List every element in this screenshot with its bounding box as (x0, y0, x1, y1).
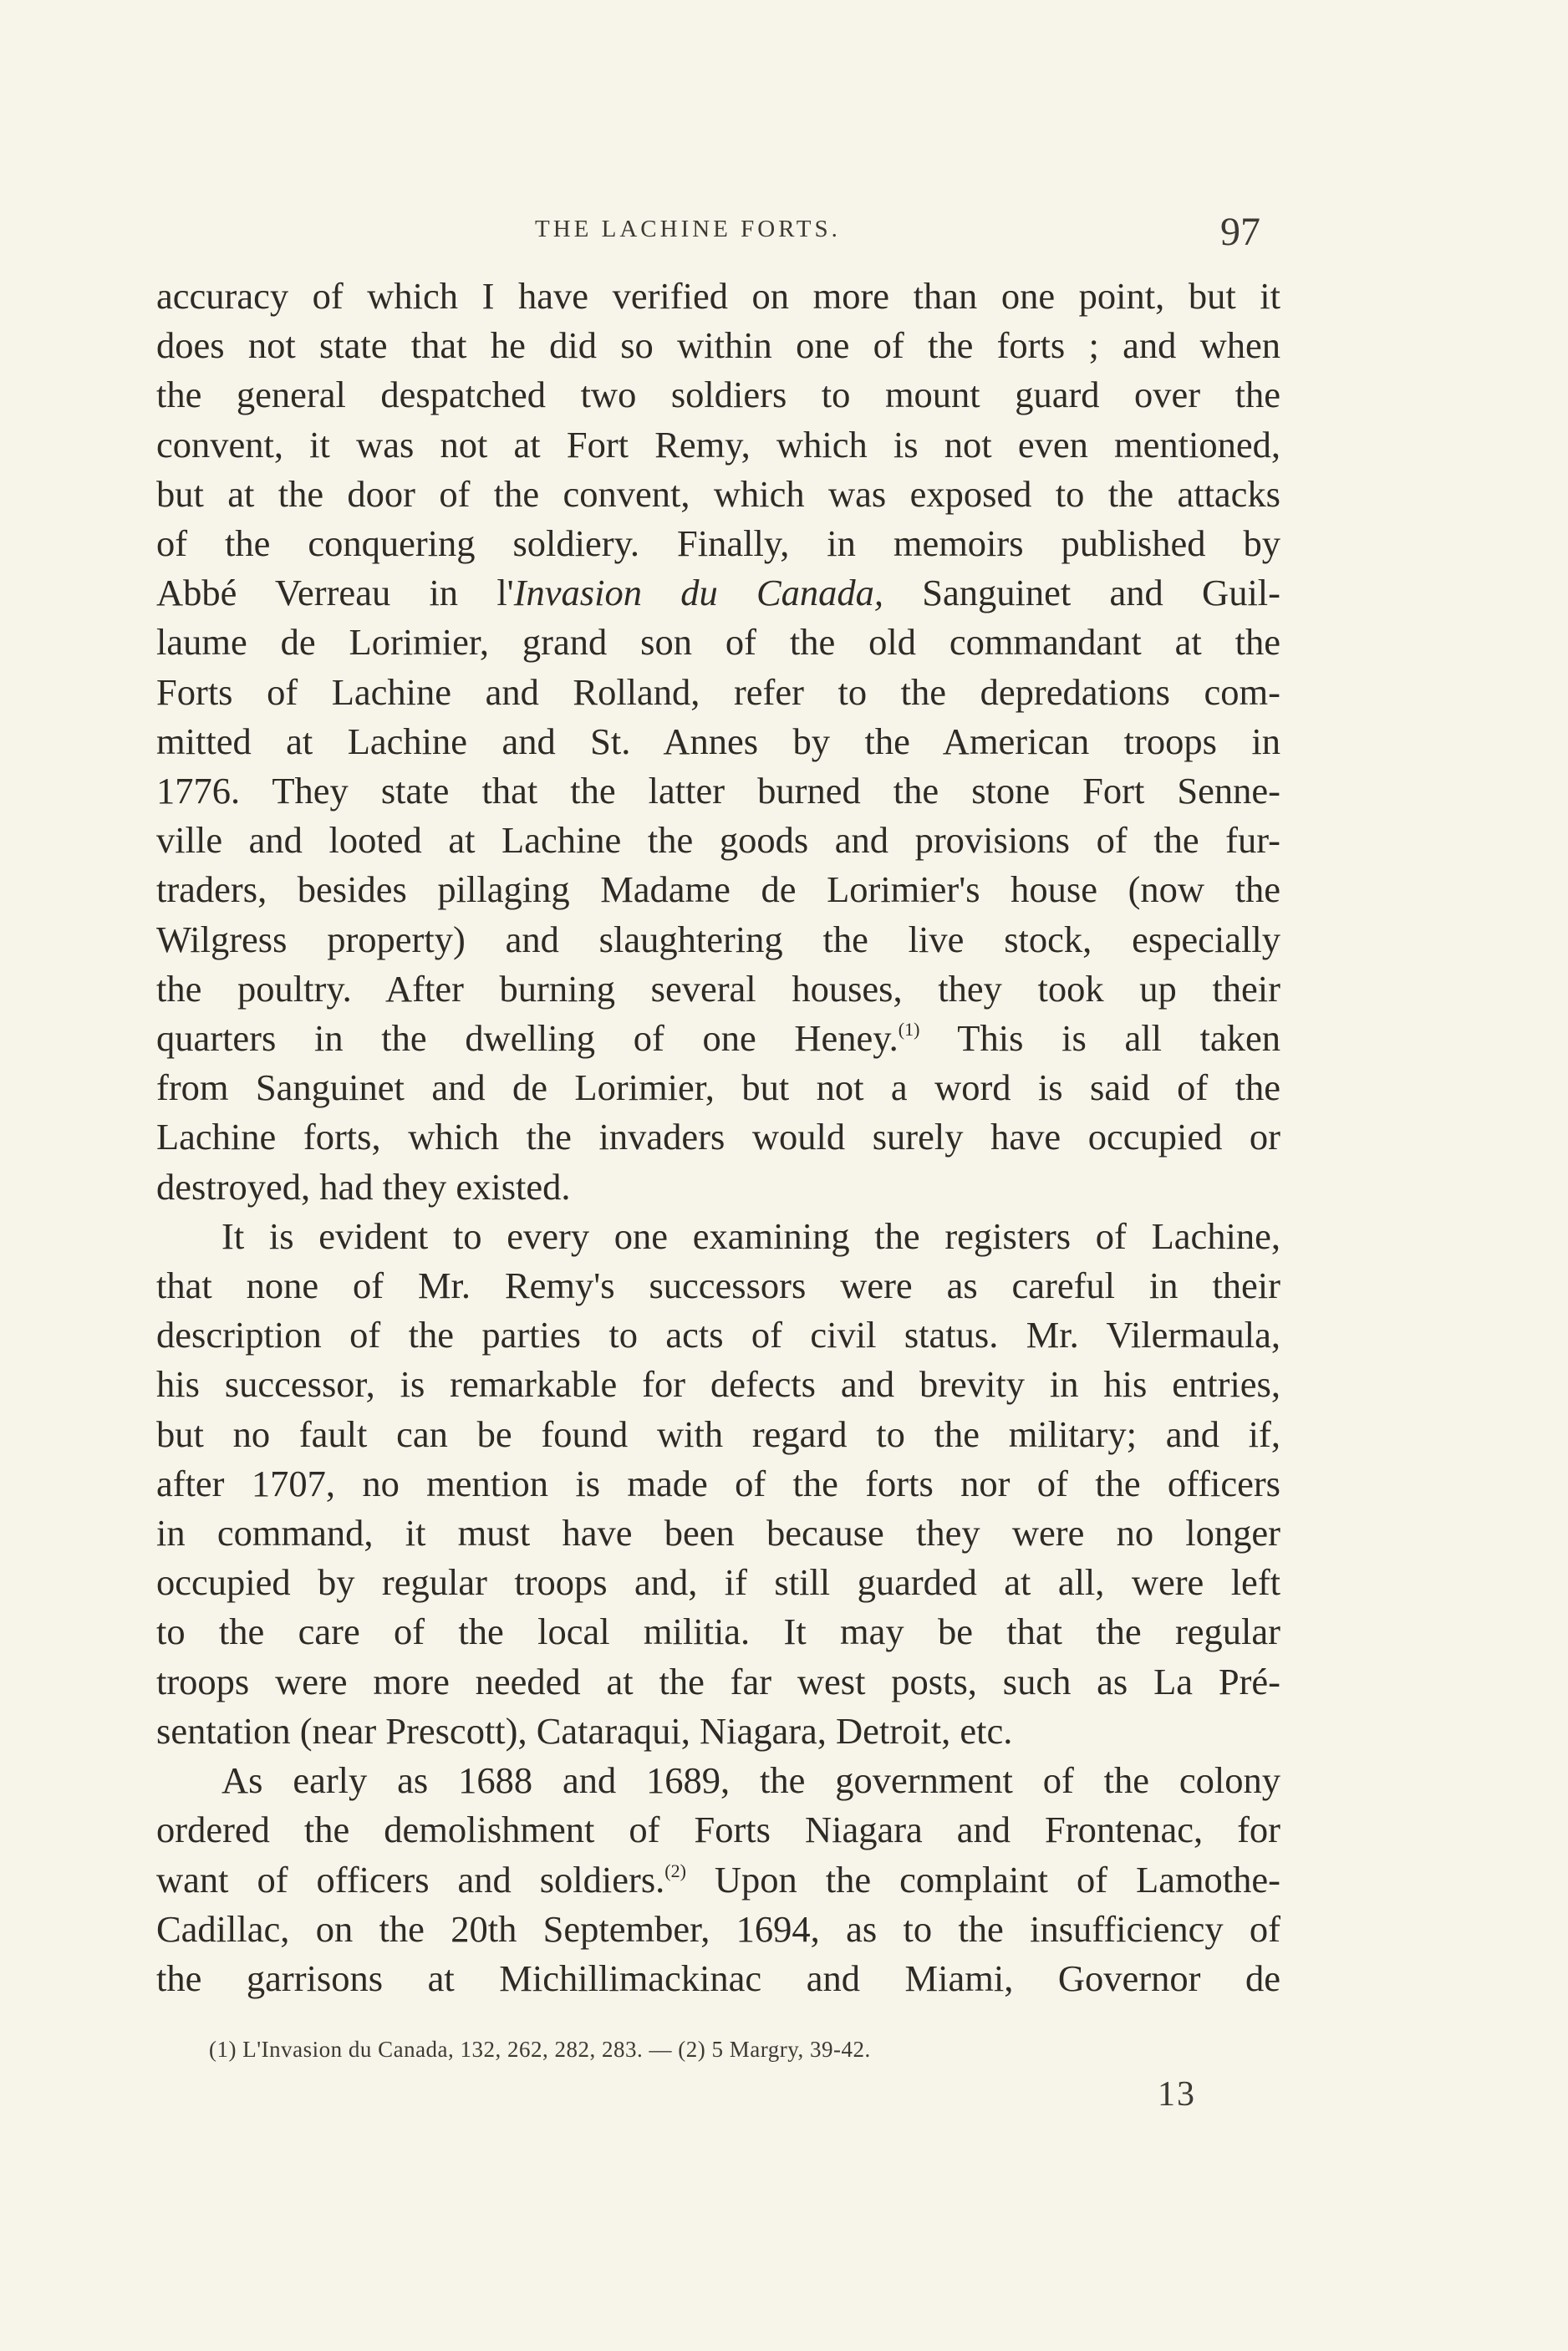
text-fragment: Upon the complaint of Lamothe- (685, 1858, 1280, 1901)
text-line: occupied by regular troops and, if still guarded at all, were left (156, 1561, 1280, 1604)
text-line: laume de Lorimier, grand son of the old commandant at the (156, 621, 1280, 664)
text-line: his successor, is remarkable for defects and brevity in his entries, (156, 1363, 1280, 1406)
text-line: that none of Mr. Remy's successors were as careful in their (156, 1265, 1280, 1307)
text-line (156, 1855, 1280, 1905)
text-fragment: Abbé Verreau in l' (156, 572, 514, 614)
text-line: convent, it was not at Fort Remy, which is not even mentioned, (156, 423, 1280, 466)
text-line: destroyed, had they existed. (156, 1165, 571, 1208)
text-line: sentation (near Prescott), Cataraqui, Niagara, Detroit, etc. (156, 1709, 1013, 1752)
text-line: in command, it must have been because they were no longer (156, 1512, 1280, 1555)
italic-title: Invasion du Canada, (513, 572, 884, 614)
body-text (156, 272, 1280, 2003)
text-line: Forts of Lachine and Rolland, refer to the depredations com- (156, 670, 1280, 713)
text-line: from Sanguinet and de Lorimier, but not a word is said of the (156, 1066, 1280, 1109)
text-fragment: quarters in the dwelling of one Heney. (156, 1017, 899, 1060)
text-line: As early as 1688 and 1689, the government of the colony (221, 1759, 1280, 1802)
text-line: to the care of the local militia. It may be that the regular (156, 1611, 1280, 1653)
text-line: the garrisons at Michillimackinac and Miami, Governor de (156, 1957, 1280, 1999)
text-line: Cadillac, on the 20th September, 1694, as to the insufficiency of (156, 1907, 1280, 1950)
footnote-ref-2: (2) (664, 1860, 686, 1881)
text-line: mitted at Lachine and St. Annes by the American troops in (156, 720, 1280, 762)
text-line: accuracy of which I have verified on more than one point, but it (156, 275, 1280, 317)
text-line (156, 568, 1280, 618)
text-line: troops were more needed at the far west posts, such as La Pré- (156, 1660, 1280, 1702)
paragraph-2 (156, 1212, 1280, 1756)
text-line: but at the door of the convent, which was exposed to the attacks (156, 472, 1280, 515)
footnotes: (1) L'Invasion du Canada, 132, 262, 282, 283. — (2) 5 Margry, 39-42. (209, 2037, 871, 2062)
running-head-title: THE LACHINE FORTS. (535, 216, 841, 242)
text-line: the general despatched two soldiers to mount guard over the (156, 374, 1280, 416)
text-fragment: This is all taken (919, 1017, 1280, 1060)
text-line: the poultry. After burning several houses, they took up their (156, 967, 1280, 1010)
text-line: ordered the demolishment of Forts Niagara and Frontenac, for (156, 1809, 1280, 1851)
text-line: traders, besides pillaging Madame de Lorimier's house (now the (156, 868, 1280, 911)
text-line: does not state that he did so within one of the forts ; and when (156, 324, 1280, 367)
text-line: of the conquering soldiery. Finally, in memoirs published by (156, 522, 1280, 565)
text-fragment: Sanguinet and Guil- (883, 572, 1280, 614)
text-line: 1776. They state that the latter burned the stone Fort Senne- (156, 770, 1280, 812)
text-line: ville and looted at Lachine the goods and provisions of the fur- (156, 819, 1280, 862)
paragraph-3 (156, 1756, 1280, 2003)
page-number: 97 (1220, 210, 1260, 254)
paragraph-1 (156, 272, 1280, 1212)
text-line: It is evident to every one examining the registers of Lachine, (221, 1214, 1280, 1257)
text-line: Wilgress property) and slaughtering the live stock, especially (156, 918, 1280, 960)
text-line: after 1707, no mention is made of the forts nor of the officers (156, 1462, 1280, 1504)
signature-mark: 13 (1158, 2075, 1196, 2114)
text-line: description of the parties to acts of civil status. Mr. Vilermaula, (156, 1314, 1280, 1356)
text-fragment: want of officers and soldiers. (156, 1858, 665, 1901)
text-line (156, 1014, 1280, 1063)
text-line: but no fault can be found with regard to the military; and if, (156, 1412, 1280, 1455)
text-line: Lachine forts, which the invaders would surely have occupied or (156, 1116, 1280, 1158)
footnote-ref-1: (1) (898, 1019, 920, 1041)
